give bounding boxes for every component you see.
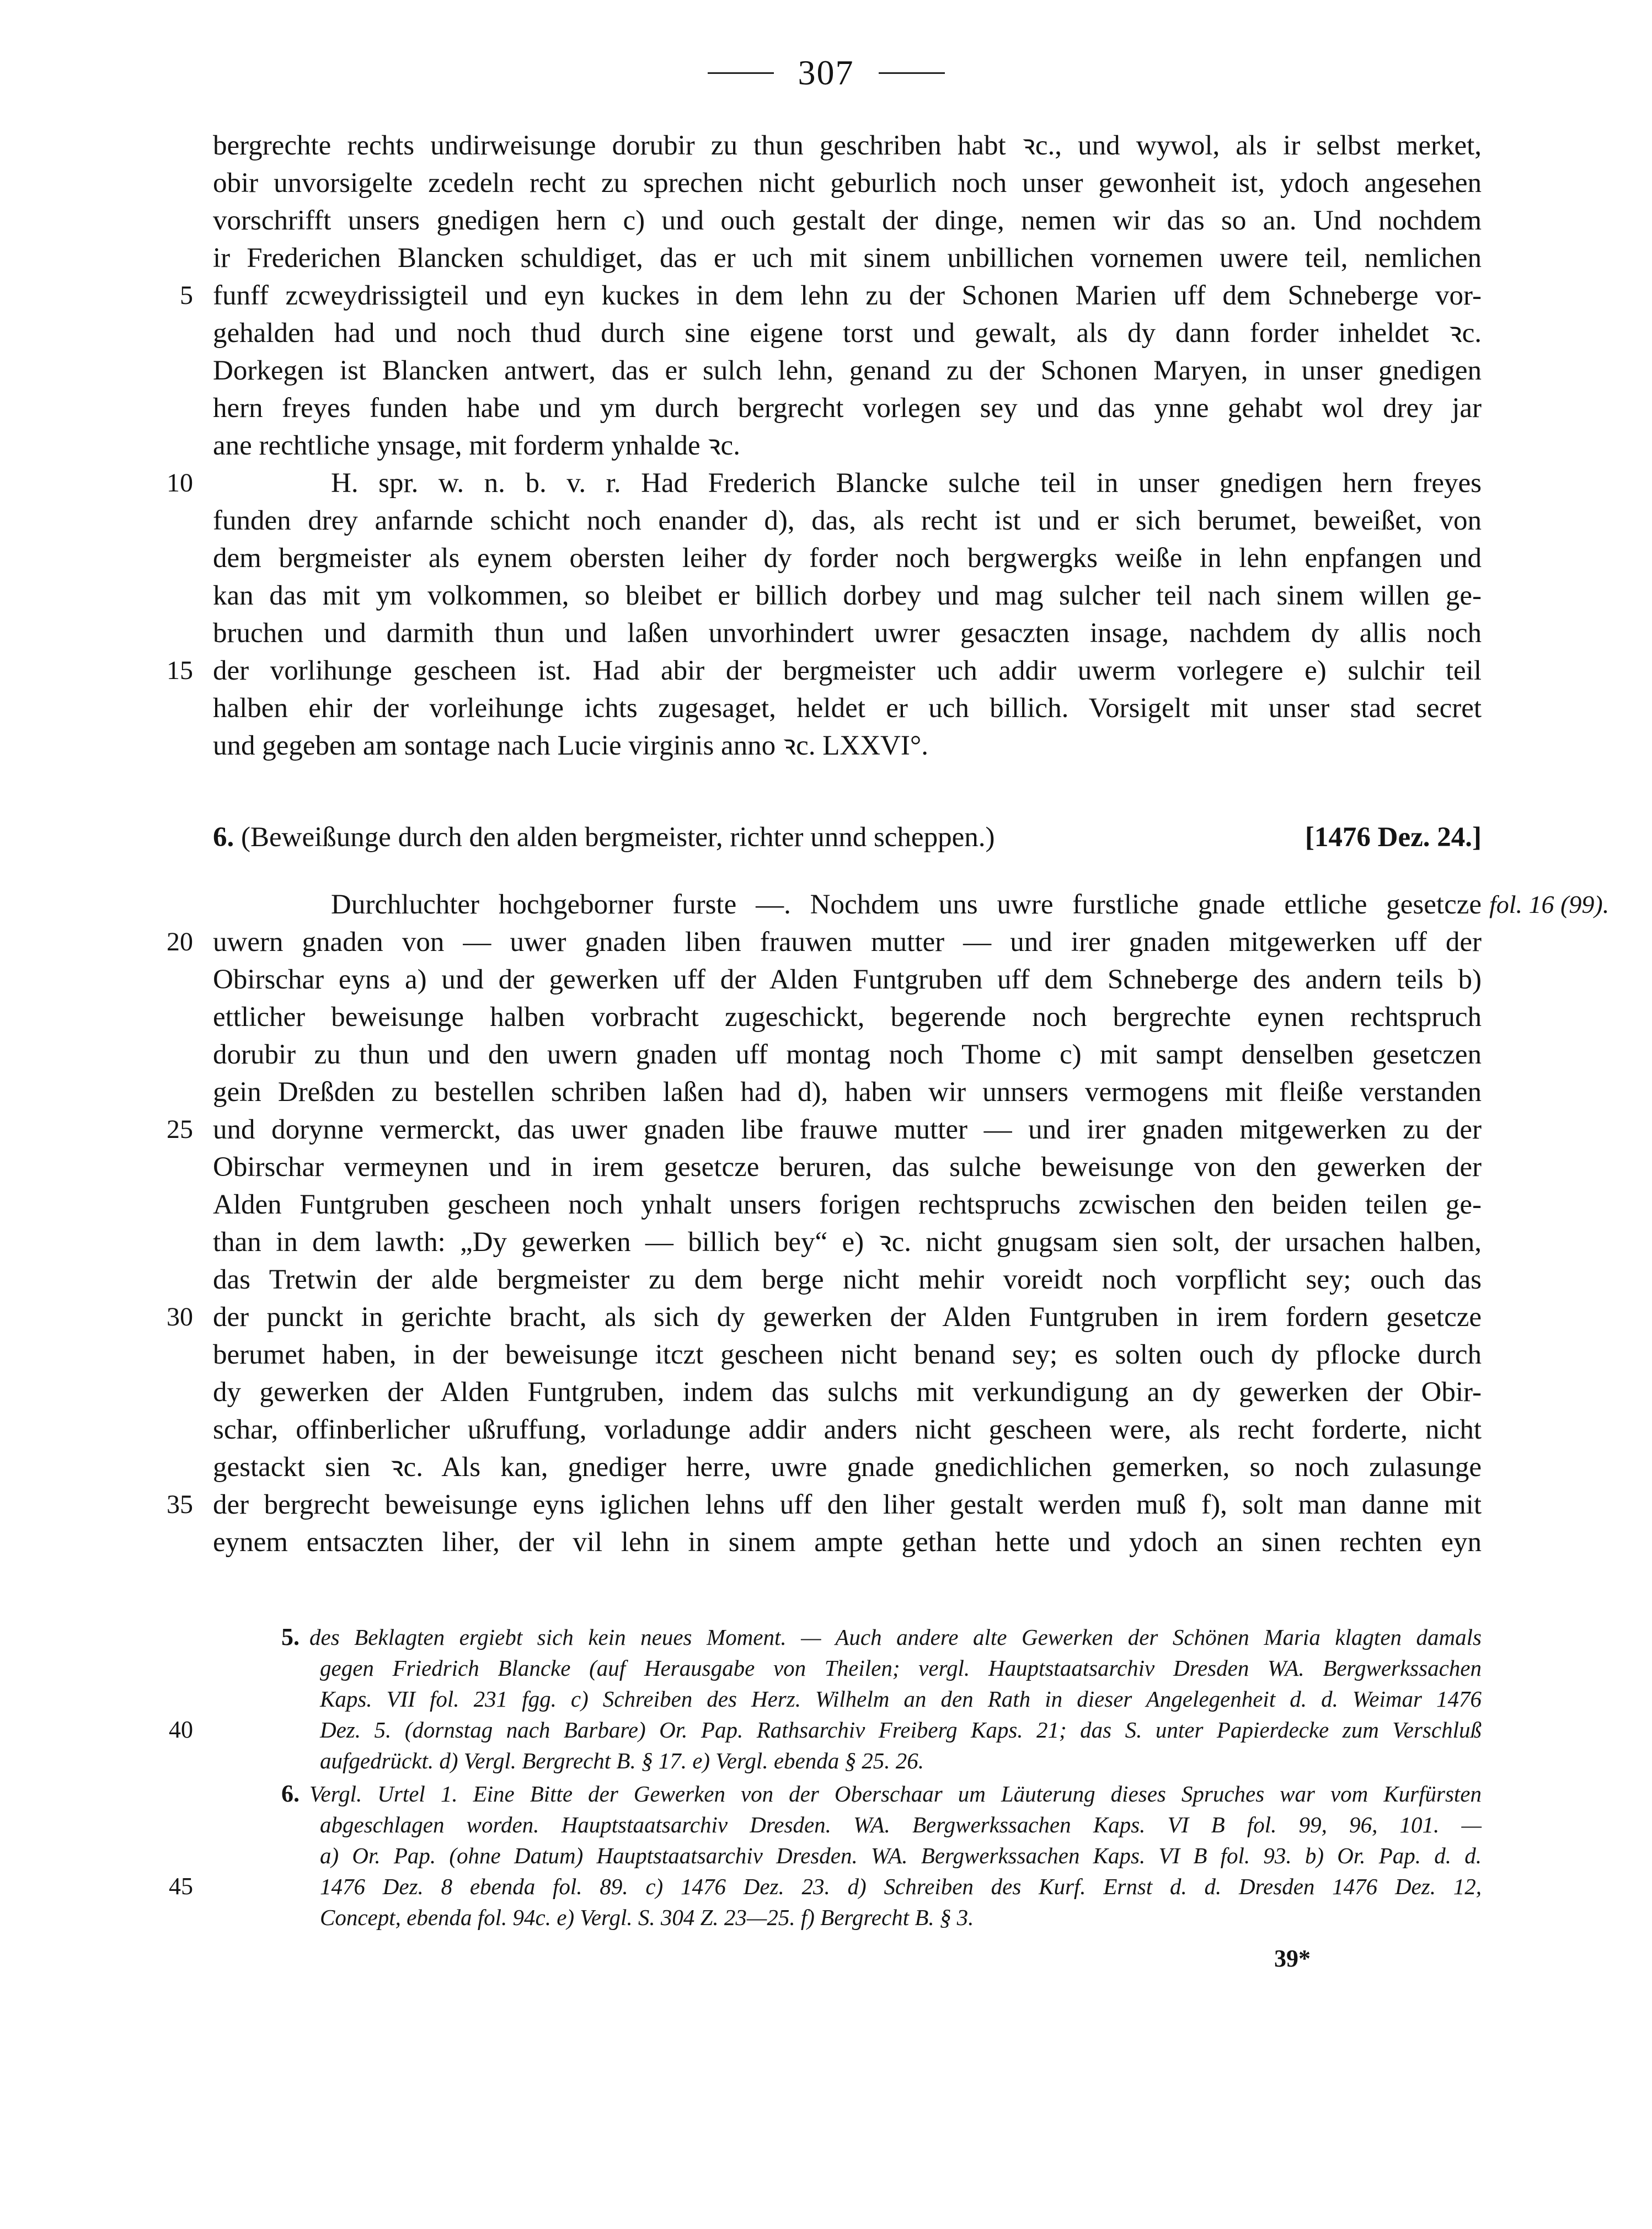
- footnote-text: Vergl. Urtel 1. Eine Bitte der Gewerken von der Oberschaar um Läuterung dieses Spruches war vom Kurfürsten: [309, 1781, 1482, 1806]
- text-line: funden drey anfarnde schicht noch enander d), das, als recht ist und er sich berumet, beweißet, von: [213, 505, 1482, 536]
- text-line: schar, offinberlicher ußruffung, vorladunge addir anders nicht gescheen were, als recht forderte, nicht: [213, 1414, 1482, 1445]
- margin-note: fol. 16 (99).: [1489, 890, 1610, 918]
- text-line: gehalden had und noch thud durch sine eigene torst und gewalt, als dy dann forder inheldet ꝛc.: [213, 318, 1482, 349]
- section-heading: [213, 819, 1482, 856]
- footnote-line: Concept, ebenda fol. 94c. e) Vergl. S. 304 Z. 23—25. f) Bergrecht B. § 3.: [320, 1905, 974, 1930]
- text-line: Dorkegen ist Blancken antwert, das er sulch lehn, genand zu der Schonen Maryen, in unser gnedigen: [213, 355, 1482, 386]
- text-line: than in dem lawth: „Dy gewerken — billich bey“ e) ꝛc. nicht gnugsam sien solt, der ursachen halben,: [213, 1227, 1482, 1258]
- text-line: ettlicher beweisunge halben vorbracht zugeschickt, begerende noch bergrechte eynen rechtspruch: [213, 1002, 1482, 1033]
- footnote-line: [281, 1622, 1482, 1653]
- line-number: 25: [167, 1115, 193, 1144]
- footnote-line: 1476 Dez. 8 ebenda fol. 89. c) 1476 Dez. 23. d) Schreiben des Kurf. Ernst d. d. Dresden 1476 Dez. 12,: [320, 1874, 1482, 1899]
- text-line: berumet haben, in der beweisunge itczt gescheen nicht benand sey; es solten ouch dy pflocke durch: [213, 1339, 1482, 1370]
- section-title: (Beweißunge durch den alden bergmeister, richter unnd scheppen.): [241, 822, 995, 853]
- footnote-line: Dez. 5. (dornstag nach Barbare) Or. Pap. Rathsarchiv Freiberg Kaps. 21; das S. unter Papierdecke zum Verschluß: [320, 1717, 1482, 1742]
- line-number: 45: [169, 1873, 193, 1900]
- text-line: ane rechtliche ynsage, mit forderm ynhalde ꝛc.: [213, 430, 740, 461]
- page-header: [0, 52, 1652, 93]
- line-number: 40: [169, 1716, 193, 1743]
- header-rule-left: [708, 72, 774, 74]
- page-number: 307: [798, 53, 854, 92]
- footnote-line: gegen Friedrich Blancke (auf Herausgabe von Theilen; vergl. Hauptstaatsarchiv Dresden WA. Bergwerkssachen: [320, 1655, 1482, 1681]
- section-date: [1476 Dez. 24.]: [1305, 822, 1482, 853]
- text-line: Obirschar eyns a) und der gewerken uff der Alden Funtgruben uff dem Schneberge des andern teils b): [213, 964, 1482, 995]
- text-line: bruchen und darmith thun und laßen unvorhindert uwrer gesaczten insage, nachdem dy allis noch: [213, 618, 1482, 649]
- text-line: H. spr. w. n. b. v. r. Had Frederich Blancke sulche teil in unser gnedigen hern freyes: [331, 468, 1482, 499]
- text-line: halben ehir der vorleihunge ichts zugesaget, heldet er uch billich. Vorsigelt mit unser stad secret: [213, 693, 1482, 724]
- line-number: 35: [167, 1490, 193, 1519]
- text-line: und gegeben am sontage nach Lucie virginis anno ꝛc. LXXVI°.: [213, 730, 929, 761]
- line-number: 10: [167, 468, 193, 498]
- text-line: der bergrecht beweisunge eyns iglichen lehns uff den liher gestalt werden muß f), solt man danne mit: [213, 1489, 1482, 1520]
- footnote-label: 6.: [281, 1780, 300, 1807]
- text-line: dem bergmeister als eynem obersten leiher dy forder noch bergwergks weiße in lehn enpfangen und: [213, 543, 1482, 574]
- header-rule-right: [879, 72, 945, 74]
- text-line: dy gewerken der Alden Funtgruben, indem das sulchs mit verkundigung an dy gewerken der Obir-: [213, 1377, 1482, 1408]
- text-line: und dorynne vermerckt, das uwer gnaden libe frauwe mutter — und irer gnaden mitgewerken zu der: [213, 1114, 1482, 1145]
- text-line: gestackt sien ꝛc. Als kan, gnediger herre, uwre gnade gnedichlichen gemerken, so noch zulasunge: [213, 1452, 1482, 1483]
- text-line: kan das mit ym volkommen, so bleibet er billich dorbey und mag sulcher teil nach sinem willen ge-: [213, 580, 1482, 611]
- text-line: Alden Funtgruben gescheen noch ynhalt unsers forigen rechtspruchs zcwischen den beiden teilen ge-: [213, 1189, 1482, 1220]
- text-line: eynem entsaczten liher, der vil lehn in sinem ampte gethan hette und ydoch an sinen rechten eyn: [213, 1527, 1482, 1558]
- signature-mark: 39*: [1274, 1945, 1311, 1972]
- line-number: 5: [180, 281, 193, 310]
- line-number: 20: [167, 927, 193, 956]
- text-line: hern freyes funden habe und ym durch bergrecht vorlegen sey und das ynne gehabt wol drey jar: [213, 393, 1482, 424]
- text-line: dorubir zu thun und den uwern gnaden uff montag noch Thome c) mit sampt denselben gesetczen: [213, 1039, 1482, 1070]
- text-line: funff zcweydrissigteil und eyn kuckes in dem lehn zu der Schonen Marien uff dem Schneberge vor-: [213, 280, 1482, 311]
- footnote-text: des Beklagten ergiebt sich kein neues Moment. — Auch andere alte Gewerken der Schönen Maria klagten damals: [309, 1624, 1482, 1650]
- text-line: der vorlihunge gescheen ist. Had abir der bergmeister uch addir uwerm vorlegere e) sulchir teil: [213, 655, 1482, 686]
- footnote-line: aufgedrückt. d) Vergl. Bergrecht B. § 17. e) Vergl. ebenda § 25. 26.: [320, 1748, 924, 1773]
- line-number: 15: [167, 656, 193, 685]
- footnote-line: [281, 1778, 1482, 1809]
- section-number: 6.: [213, 822, 234, 853]
- text-line: vorschrifft unsers gnedigen hern c) und ouch gestalt der dinge, nemen wir das so an. Und nochdem: [213, 205, 1482, 236]
- text-line: obir unvorsigelte zcedeln recht zu sprechen nicht geburlich noch unser gewonheit ist, ydoch angesehen: [213, 168, 1482, 199]
- text-line: Durchluchter hochgeborner furste —. Nochdem uns uwre furstliche gnade ettliche gesetcze: [331, 889, 1482, 920]
- footnote-line: abgeschlagen worden. Hauptstaatsarchiv Dresden. WA. Bergwerkssachen Kaps. VI B fol. 99, 96, 101. —: [320, 1812, 1482, 1837]
- footnote-line: a) Or. Pap. (ohne Datum) Hauptstaatsarchiv Dresden. WA. Bergwerkssachen Kaps. VI B fol. 93. b) Or. Pap. d. d.: [320, 1843, 1482, 1868]
- text-line: gein Dreßden zu bestellen schriben laßen had d), haben wir unnsers vermogens mit fleiße verstanden: [213, 1077, 1482, 1108]
- line-number: 30: [167, 1302, 193, 1332]
- text-line: das Tretwin der alde bergmeister zu dem berge nicht mehir voreidt noch vorpflicht sey; ouch das: [213, 1264, 1482, 1295]
- footnote-label: 5.: [281, 1623, 300, 1650]
- footnote-line: Kaps. VII fol. 231 fgg. c) Schreiben des Herz. Wilhelm an den Rath in dieser Angelegenheit d. d. Weimar 1476: [320, 1686, 1482, 1712]
- text-line: Obirschar vermeynen und in irem gesetcze beruren, das sulche beweisunge von den gewerken der: [213, 1152, 1482, 1183]
- text-line: der punckt in gerichte bracht, als sich dy gewerken der Alden Funtgruben in irem fordern gesetcze: [213, 1302, 1482, 1333]
- text-line: uwern gnaden von — uwer gnaden liben frauwen mutter — und irer gnaden mitgewerken uff der: [213, 927, 1482, 958]
- text-line: bergrechte rechts undirweisunge dorubir zu thun geschriben habt ꝛc., und wywol, als ir selbst merket,: [213, 130, 1482, 161]
- text-line: ir Frederichen Blancken schuldiget, das er uch mit sinem unbillichen vornemen uwere teil, nemlichen: [213, 243, 1482, 274]
